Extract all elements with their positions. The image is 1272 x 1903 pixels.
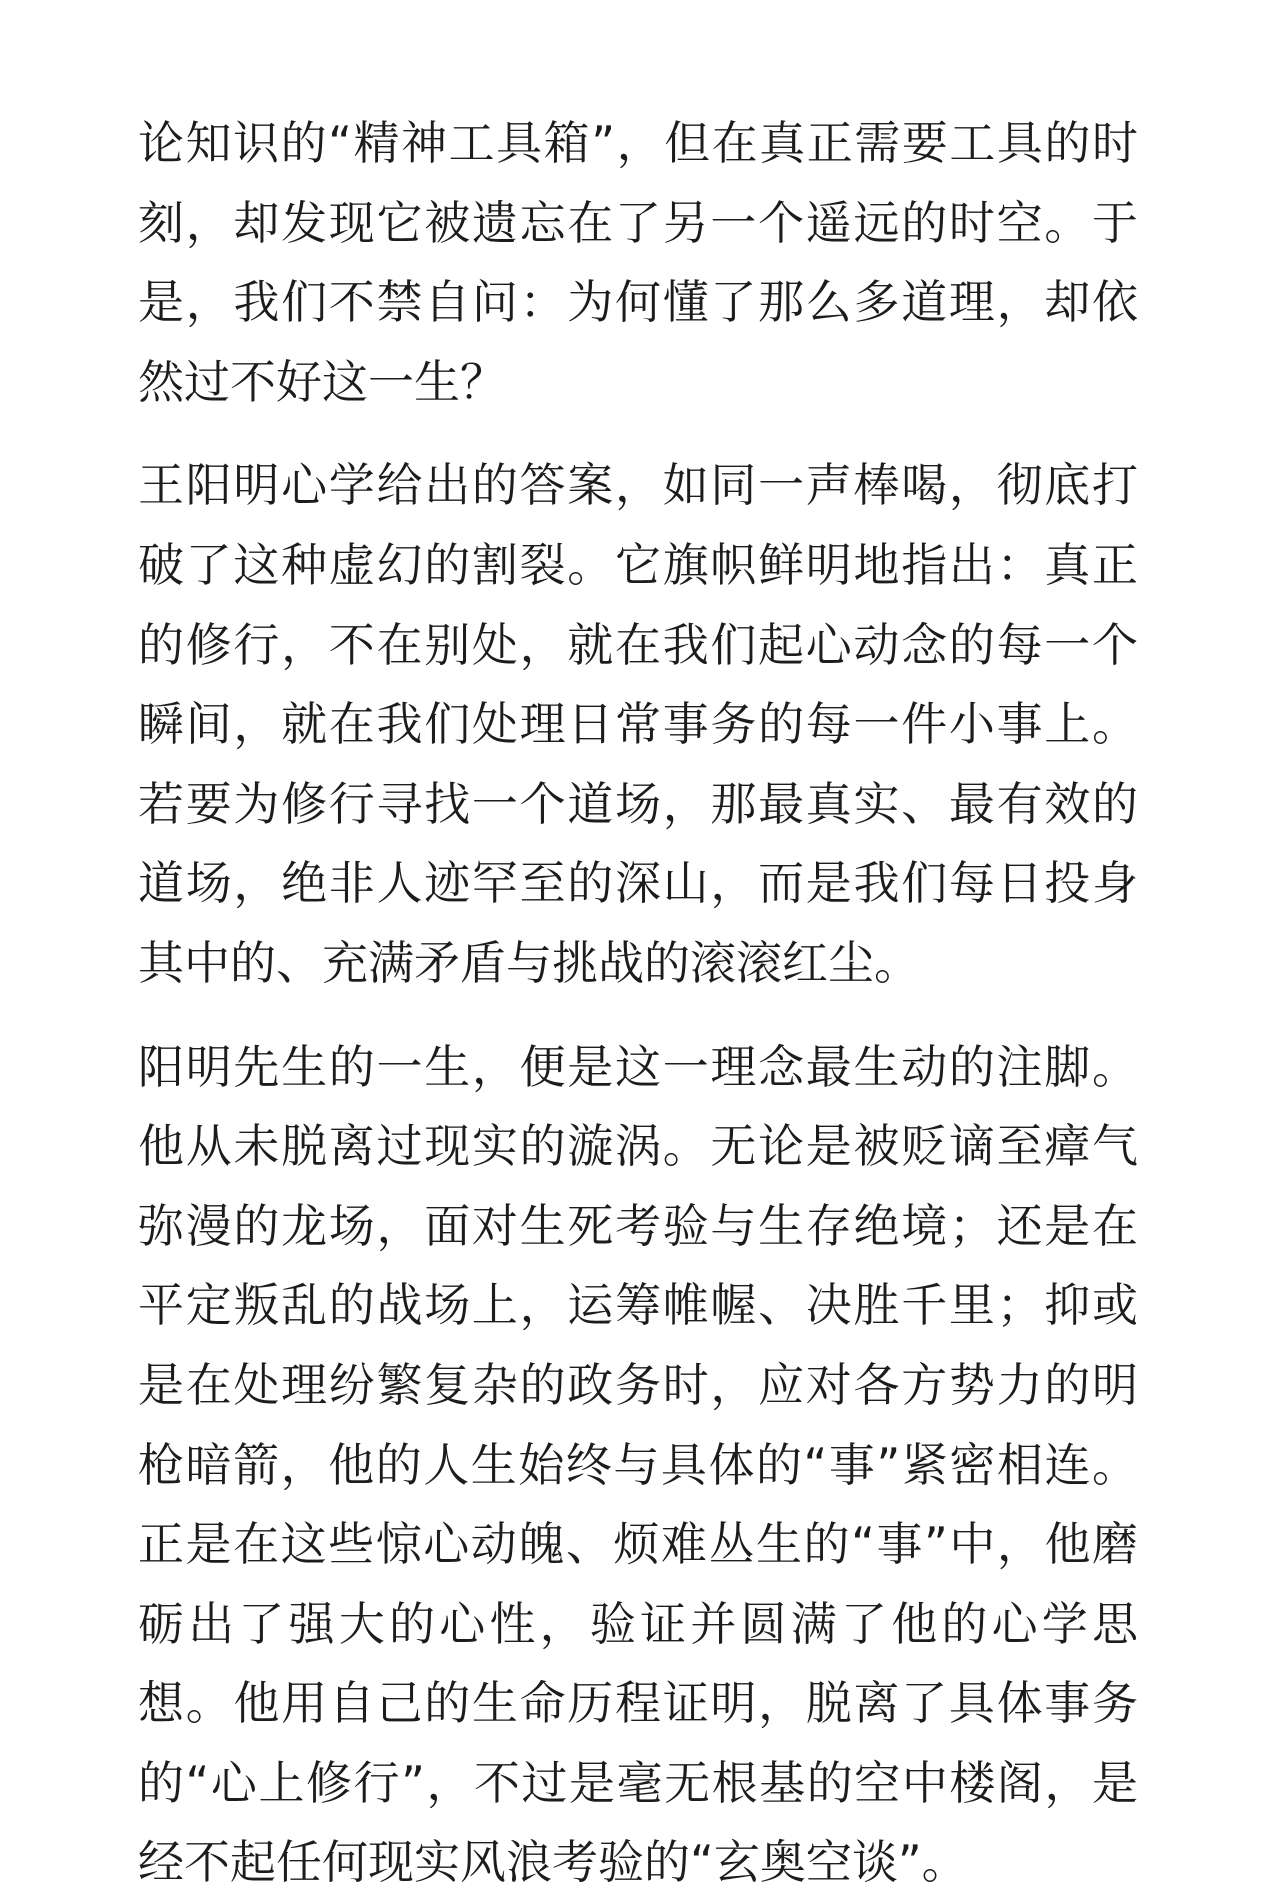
article-body <box>138 104 1138 1903</box>
paragraph: 阳明先生的一生，便是这一理念最生动的注脚。他从未脱离过现实的漩涡。无论是被贬谪至瘴气弥漫的龙场，面对生死考验与生存绝境；还是在平定叛乱的战场上，运筹帷幄、决胜千里；抑或是在处理纷繁复杂的政务时，应对各方势力的明枪暗箭，他的人生始终与具体的“事”紧密相连。正是在这些惊心动魄、烦难丛生的“事”中，他磨砺出了强大的心性，验证并圆满了他的心学思想。他用自己的生命历程证明，脱离了具体事务的“心上修行”，不过是毫无根基的空中楼阁，是经不起任何现实风浪考验的“玄奥空谈”。 <box>138 1039 1138 1890</box>
paragraph: 王阳明心学给出的答案，如同一声棒喝，彻底打破了这种虚幻的割裂。它旗帜鲜明地指出：真正的修行，不在别处，就在我们起心动念的每一个瞬间，就在我们处理日常事务的每一件小事上。若要为修行寻找一个道场，那最真实、最有效的道场，绝非人迹罕至的深山，而是我们每日投身其中的、充满矛盾与挑战的滚滚红尘。 <box>138 458 1138 990</box>
paragraph: 论知识的“精神工具箱”，但在真正需要工具的时刻，却发现它被遗忘在了另一个遥远的时空。于是，我们不禁自问：为何懂了那么多道理，却依然过不好这一生？ <box>138 116 1138 409</box>
